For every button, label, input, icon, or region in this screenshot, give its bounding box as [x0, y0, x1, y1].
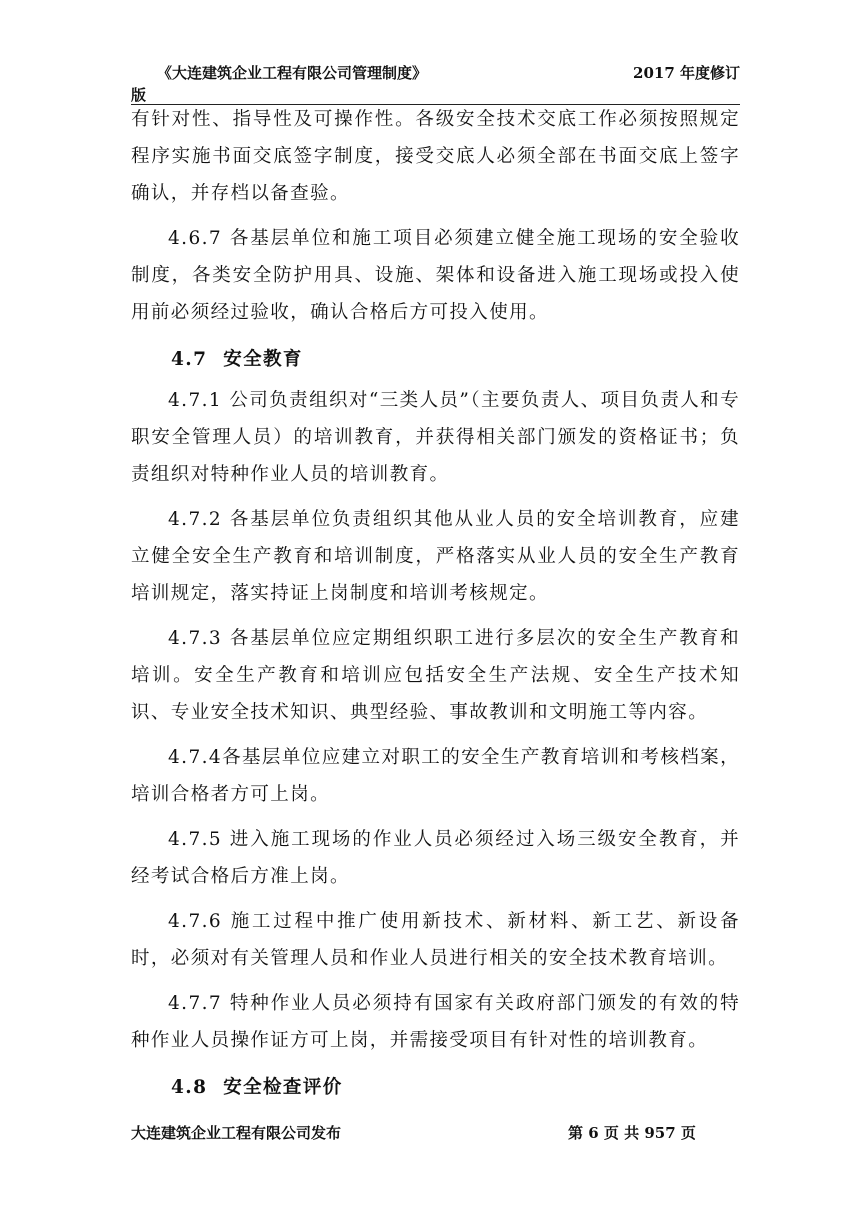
section-title: 安全检查评价: [223, 1077, 343, 1098]
paragraph-continued: 有针对性、指导性及可操作性。各级安全技术交底工作必须按照规定程序实施书面交底签字制度，接受交底人必须全部在书面交底上签字确认，并存档以备查验。: [131, 109, 740, 204]
paragraph-4-7-4: 4.7.4各基层单位应建立对职工的安全生产教育培训和考核档案，培训合格者方可上岗。: [131, 747, 740, 805]
paragraph-4-7-1: 4.7.1 公司负责组织对“三类人员”（主要负责人、项目负责人和专职安全管理人员）的培训教育，并获得相关部门颁发的资格证书；负责组织对特种作业人员的培训教育。: [131, 390, 740, 485]
section-heading-4-8: [131, 1069, 740, 1106]
paragraph-4-7-7: 4.7.7 特种作业人员必须持有国家有关政府部门颁发的有效的特种作业人员操作证方可上岗，并需接受项目有针对性的培训教育。: [131, 993, 740, 1051]
paragraph-4-7-2: 4.7.2 各基层单位负责组织其他从业人员的安全培训教育，应建立健全安全生产教育和培训制度，严格落实从业人员的安全生产教育培训规定，落实持证上岗制度和培训考核规定。: [131, 509, 740, 604]
page-number: 第 6 页 共 957 页: [568, 1124, 696, 1142]
section-number: 4.8: [171, 1077, 208, 1098]
paragraph-4-7-3: 4.7.3 各基层单位应定期组织职工进行多层次的安全生产教育和培训。安全生产教育和培训应包括安全生产法规、安全生产技术知识、专业安全技术知识、典型经验、事故教训和文明施工等内容。: [131, 628, 740, 723]
edition-label: 2017 年度修订: [633, 64, 740, 82]
paragraph-4-7-5: 4.7.5 进入施工现场的作业人员必须经过入场三级安全教育，并经考试合格后方准上岗。: [131, 829, 740, 887]
document-body: [131, 101, 740, 1110]
edition-label-tail: 版: [131, 86, 147, 104]
paragraph-4-7-6: 4.7.6 施工过程中推广使用新技术、新材料、新工艺、新设备时，必须对有关管理人员和作业人员进行相关的安全技术教育培训。: [131, 911, 740, 969]
publisher-label: 大连建筑企业工程有限公司发布: [131, 1124, 342, 1142]
paragraph-4-6-7: 4.6.7 各基层单位和施工项目必须建立健全施工现场的安全验收制度，各类安全防护用具、设施、架体和设备进入施工现场或投入使用前必须经过验收，确认合格后方可投入使用。: [131, 228, 740, 323]
section-number: 4.7: [171, 349, 208, 370]
document-title: 《大连建筑企业工程有限公司管理制度》: [157, 64, 428, 82]
section-title: 安全教育: [223, 349, 303, 370]
section-heading-4-7: [131, 341, 740, 378]
